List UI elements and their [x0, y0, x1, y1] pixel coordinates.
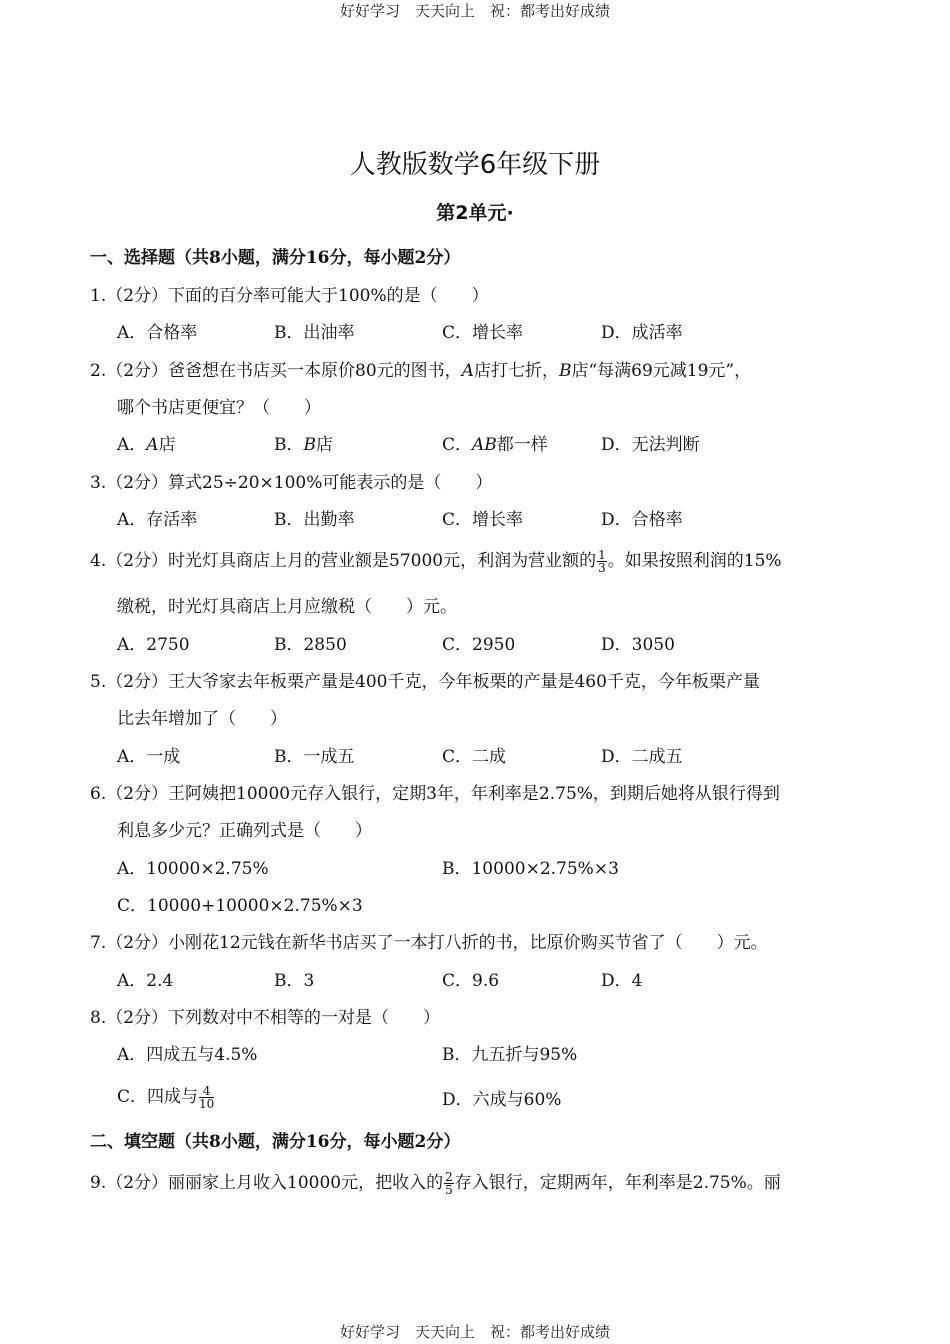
question-9: 9.（2分）丽丽家上月收入10000元，把收入的 $\frac{2}{5}$ 存入银行，定期两年，年利率是2.75%。丽: [90, 1170, 781, 1197]
page-title: 人教版数学6年级下册: [349, 150, 601, 180]
unit-subtitle: 第2单元·: [436, 202, 514, 224]
page-footer: 好好学习 天天向上 祝：都考出好成绩: [339, 1323, 610, 1341]
option-b: B．出油率: [274, 323, 355, 343]
option-b: B．出勤率: [274, 510, 355, 530]
page-header: 好好学习 天天向上 祝：都考出好成绩: [339, 2, 610, 20]
option-c: C．AB都一样: [442, 435, 548, 455]
option-a: A．合格率: [117, 323, 198, 343]
option-b: B．B店: [274, 435, 333, 455]
option-a: A．2750: [117, 635, 190, 655]
option-a: A．一成: [117, 747, 181, 767]
question-2-options: [117, 430, 877, 454]
question-2: 2.（2分）爸爸想在书店买一本原价80元的图书，A店打七折，B店“每满69元减19元”，: [90, 361, 752, 381]
option-b: B．2850: [274, 635, 347, 655]
question-6: 6.（2分）王阿姨把10000元存入银行，定期3年，年利率是2.75%，到期后她将从银行得到: [90, 784, 780, 804]
question-5: 5.（2分）王大爷家去年板栗产量是400千克，今年板栗的产量是460千克，今年板栗产量: [90, 672, 760, 692]
fraction-two-fifths: $\frac{2}{5}$: [445, 1170, 453, 1197]
fraction-four-tenths: $\frac{4}{10}$: [199, 1084, 215, 1111]
question-3-options: [117, 505, 877, 529]
question-8-options-row2: [117, 1082, 877, 1114]
option-a: A．10000×2.75%: [117, 859, 269, 879]
option-c: C．增长率: [442, 323, 524, 343]
section-fill-heading: 二、填空题（共8小题，满分16分，每小题2分）: [90, 1132, 461, 1152]
option-b: B．九五折与95%: [442, 1045, 578, 1065]
option-d: D．成活率: [601, 323, 683, 343]
option-c: C．四成与 $\frac{4}{10}$: [117, 1084, 215, 1111]
question-4: 4.（2分）时光灯具商店上月的营业额是57000元，利润为营业额的 $\frac{1}{3}$ 。如果按照利润的15%: [90, 548, 782, 575]
question-5-options: [117, 742, 877, 766]
option-d: D．无法判断: [601, 435, 700, 455]
question-1-options: [117, 318, 877, 342]
fraction-one-third: $\frac{1}{3}$: [598, 548, 606, 575]
question-4-continued: 缴税，时光灯具商店上月应缴税（ ）元。: [117, 597, 457, 617]
question-3: 3.（2分）算式25÷20×100%可能表示的是（ ）: [90, 473, 493, 493]
question-4-options: [117, 630, 877, 654]
option-d: D．3050: [601, 635, 675, 655]
question-8-options-row1: [117, 1040, 877, 1064]
question-6-options-row2: [117, 891, 877, 915]
option-b: B．10000×2.75%×3: [442, 859, 619, 879]
option-c: C．二成: [442, 747, 507, 767]
question-8: 8.（2分）下列数对中不相等的一对是（ ）: [90, 1008, 441, 1028]
question-7: 7.（2分）小刚花12元钱在新华书店买了一本打八折的书，比原价购买节省了（ ）元。: [90, 933, 768, 953]
option-c: C．9.6: [442, 971, 500, 991]
option-d: D．4: [601, 971, 643, 991]
question-7-options: [117, 966, 877, 990]
option-c: C．10000+10000×2.75%×3: [117, 896, 363, 916]
option-a: A．2.4: [117, 971, 174, 991]
question-1: 1.（2分）下面的百分率可能大于100%的是（ ）: [90, 286, 489, 306]
question-6-continued: 利息多少元？正确列式是（ ）: [117, 821, 372, 841]
option-a: A．四成五与4.5%: [117, 1045, 258, 1065]
option-a: A．A店: [117, 435, 176, 455]
question-5-continued: 比去年增加了（ ）: [117, 709, 287, 729]
question-6-options-row1: [117, 854, 877, 878]
option-c: C．2950: [442, 635, 516, 655]
option-b: B．一成五: [274, 747, 355, 767]
option-c: C．增长率: [442, 510, 524, 530]
option-b: B．3: [274, 971, 315, 991]
option-d: D．合格率: [601, 510, 683, 530]
question-2-continued: 哪个书店更便宜？（ ）: [117, 398, 321, 418]
option-d: D．六成与60%: [442, 1090, 562, 1110]
option-a: A．存活率: [117, 510, 198, 530]
option-d: D．二成五: [601, 747, 683, 767]
section-choice-heading: 一、选择题（共8小题，满分16分，每小题2分）: [90, 248, 461, 268]
